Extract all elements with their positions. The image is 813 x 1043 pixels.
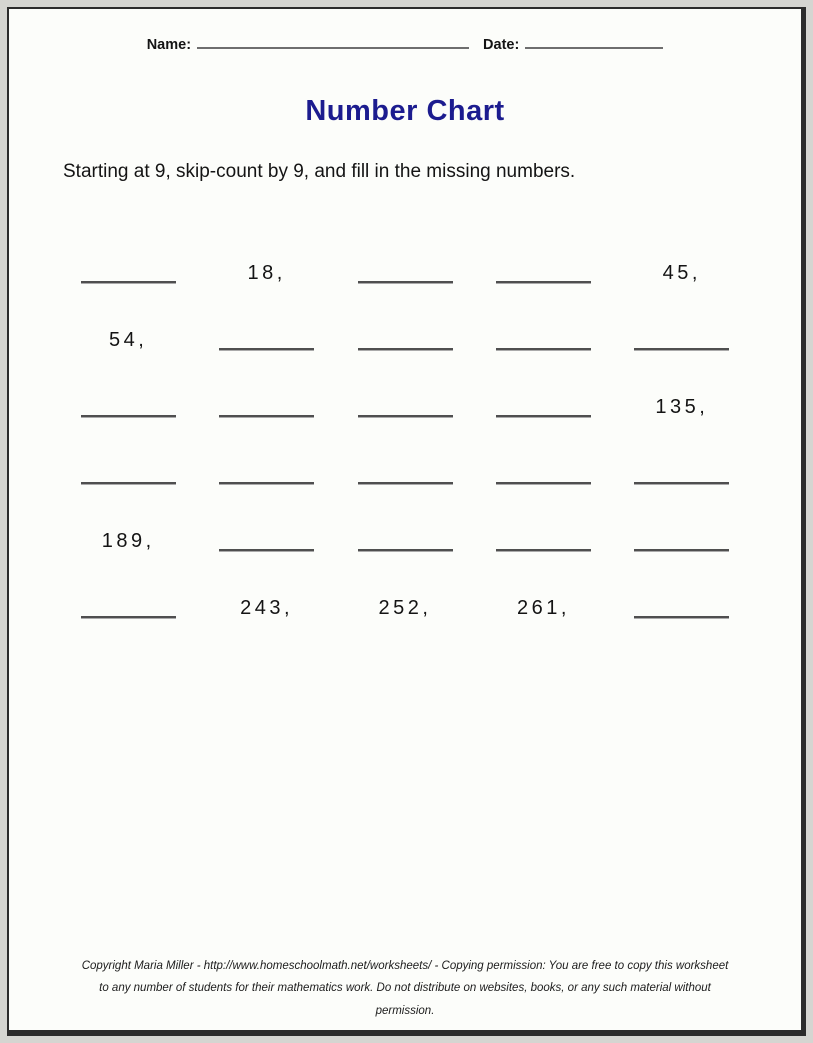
blank-answer-line bbox=[219, 482, 314, 484]
blank-cell bbox=[336, 223, 474, 290]
blank-answer-line bbox=[634, 616, 729, 618]
number-value: 261, bbox=[516, 597, 570, 619]
blank-cell bbox=[336, 357, 474, 424]
blank-cell bbox=[474, 357, 612, 424]
blank-answer-line bbox=[634, 348, 729, 350]
blank-cell bbox=[613, 491, 751, 558]
blank-answer-line bbox=[358, 281, 453, 283]
grid-row bbox=[59, 357, 751, 424]
number-cell bbox=[613, 223, 751, 290]
blank-cell bbox=[613, 290, 751, 357]
blank-answer-line bbox=[634, 482, 729, 484]
number-cell bbox=[474, 558, 612, 625]
number-cell bbox=[59, 290, 197, 357]
blank-answer-line bbox=[81, 415, 176, 417]
blank-cell bbox=[474, 290, 612, 357]
blank-cell bbox=[197, 357, 335, 424]
blank-answer-line bbox=[358, 549, 453, 551]
grid-row bbox=[59, 558, 751, 625]
number-cell bbox=[197, 223, 335, 290]
name-date-row bbox=[9, 9, 801, 53]
blank-cell bbox=[59, 223, 197, 290]
worksheet-page bbox=[7, 7, 806, 1036]
blank-answer-line bbox=[81, 616, 176, 618]
number-value: 189, bbox=[101, 530, 155, 552]
page-title: Number Chart bbox=[305, 95, 505, 127]
blank-cell bbox=[59, 424, 197, 491]
grid-row bbox=[59, 424, 751, 491]
blank-answer-line bbox=[219, 549, 314, 551]
blank-cell bbox=[336, 290, 474, 357]
number-cell bbox=[59, 491, 197, 558]
name-field-label: Name: bbox=[146, 37, 192, 53]
blank-answer-line bbox=[81, 482, 176, 484]
blank-cell bbox=[197, 491, 335, 558]
blank-answer-line bbox=[496, 348, 591, 350]
name-field-line bbox=[197, 36, 469, 49]
footer bbox=[9, 955, 801, 1022]
blank-cell bbox=[474, 424, 612, 491]
blank-cell bbox=[613, 424, 751, 491]
grid-row bbox=[59, 491, 751, 558]
grid-row bbox=[59, 223, 751, 290]
blank-answer-line bbox=[634, 549, 729, 551]
date-field-line bbox=[525, 36, 663, 49]
number-cell bbox=[197, 558, 335, 625]
blank-answer-line bbox=[81, 281, 176, 283]
number-cell bbox=[336, 558, 474, 625]
instruction-text: Starting at 9, skip-count by 9, and fill in the missing numbers. bbox=[63, 161, 576, 182]
blank-cell bbox=[613, 558, 751, 625]
blank-answer-line bbox=[219, 348, 314, 350]
number-value: 243, bbox=[240, 597, 294, 619]
number-value: 135, bbox=[655, 396, 709, 418]
number-cell bbox=[613, 357, 751, 424]
blank-answer-line bbox=[358, 348, 453, 350]
number-value: 54, bbox=[109, 329, 148, 351]
number-grid bbox=[59, 223, 751, 625]
blank-cell bbox=[336, 424, 474, 491]
blank-cell bbox=[474, 491, 612, 558]
blank-cell bbox=[197, 424, 335, 491]
footer-copyright: Copyright Maria Miller - http://www.homeschoolmath.net/worksheets/ - Copying permission: You are free to copy this worksheet to any number of students for their mathematics work. Do not distribute on websites, books, or any such material without permission. bbox=[81, 959, 729, 1017]
blank-cell bbox=[59, 558, 197, 625]
blank-cell bbox=[59, 357, 197, 424]
blank-answer-line bbox=[496, 549, 591, 551]
blank-cell bbox=[336, 491, 474, 558]
blank-answer-line bbox=[496, 482, 591, 484]
blank-cell bbox=[474, 223, 612, 290]
blank-answer-line bbox=[358, 482, 453, 484]
blank-answer-line bbox=[358, 415, 453, 417]
number-value: 18, bbox=[247, 262, 286, 284]
date-field-label: Date: bbox=[483, 37, 520, 53]
grid-row bbox=[59, 290, 751, 357]
number-value: 252, bbox=[378, 597, 432, 619]
blank-answer-line bbox=[496, 415, 591, 417]
blank-answer-line bbox=[219, 415, 314, 417]
number-value: 45, bbox=[662, 262, 701, 284]
blank-cell bbox=[197, 290, 335, 357]
blank-answer-line bbox=[496, 281, 591, 283]
